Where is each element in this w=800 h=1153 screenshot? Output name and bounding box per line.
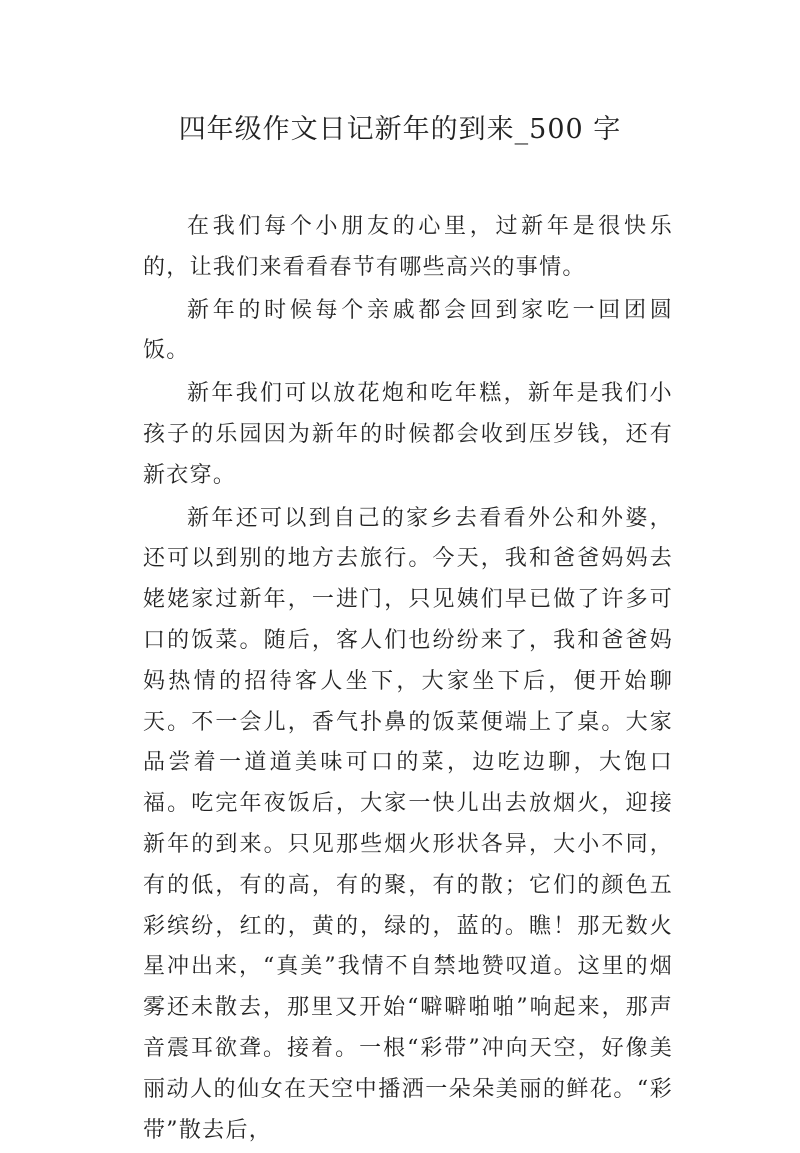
paragraph: 在我们每个小朋友的心里，过新年是很快乐的，让我们来看看春节有哪些高兴的事情。 [143, 214, 673, 280]
document-title: 四年级作文日记新年的到来_500 字 [178, 114, 622, 145]
paragraph: 新年的时候每个亲戚都会回到家吃一回团圆饭。 [143, 297, 673, 364]
paragraph: 新年还可以到自己的家乡去看看外公和外婆，还可以到别的地方去旅行。今天，我和爸爸妈妈去姥姥家过新年，一进门，只见姨们早已做了许多可口的饭菜。随后，客人们也纷纷来了，我和爸爸妈妈热情的招待客人坐下，大家坐下后，便开始聊天。不一会儿，香气扑鼻的饭菜便端上了桌。大家品尝着一道道美味可口的菜，边吃边聊，大饱口福。吃完年夜饭后，大家一快儿出去放烟火，迎接新年的到来。只见那些烟火形状各异，大小不同，有的低，有的高，有的聚，有的散；它们的颜色五彩缤纷，红的，黄的，绿的，蓝的。瞧！那无数火星冲出来，“真美”我情不自禁地赞叹道。这里的烟雾还未散去，那里又开始“噼噼啪啪”响起来，那声音震耳欲聋。接着。一根“彩带”冲向天空，好像美丽动人的仙女在天空中播洒一朵朵美丽的鲜花。“彩带”散去后， [143, 505, 673, 1143]
document-body [143, 207, 673, 1153]
paragraph: 新年我们可以放花炮和吃年糕，新年是我们小孩子的乐园因为新年的时候都会收到压岁钱，还有新衣穿。 [143, 381, 673, 488]
